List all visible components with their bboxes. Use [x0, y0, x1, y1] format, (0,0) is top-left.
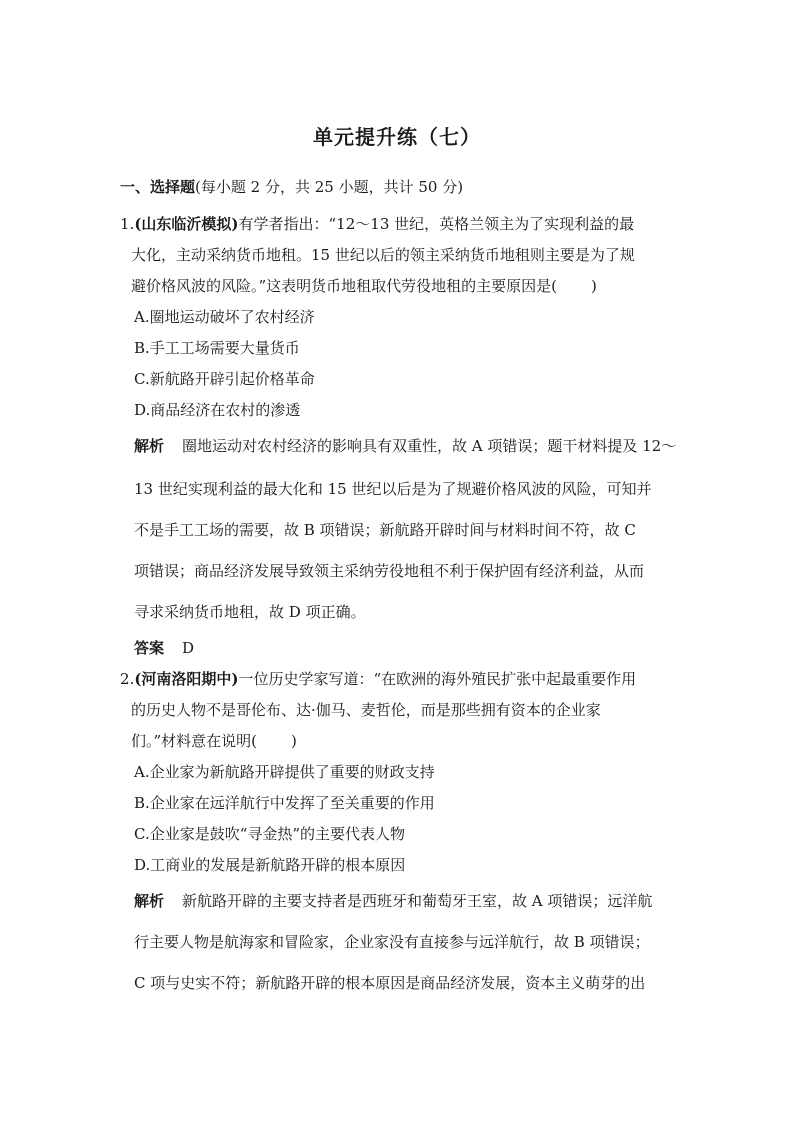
question-2-analysis-line-2: 行主要人物是航海家和冒险家，企业家没有直接参与远洋航行，故 B 项错误； [134, 933, 650, 951]
analysis-label: 解析 [134, 437, 165, 455]
section-heading [120, 177, 463, 197]
question-1-stem-line-3 [131, 276, 597, 296]
question-2-stem-line-1 [120, 669, 636, 689]
question-1-analysis-line-3: 不是手工工场的需要，故 B 项错误；新航路开辟时间与材料时间不符，故 C [134, 521, 636, 539]
question-2-stem-text: 一位历史学家写道：“在欧洲的海外殖民扩张中起最重要作用 [238, 670, 637, 688]
question-2-stem-line-3 [131, 731, 297, 751]
question-1-analysis-line-4: 项错误；商品经济发展导致领主采纳劳役地租不利于保护固有经济利益，从而 [134, 562, 645, 580]
question-1-analysis-line-2: 13 世纪实现利益的最大化和 15 世纪以后是为了规避价格风波的风险，可知并 [134, 480, 652, 498]
question-2-stem-text: 们。”材料意在说明( [131, 732, 258, 750]
question-1-analysis-line-5: 寻求采纳货币地租，故 D 项正确。 [134, 603, 366, 621]
question-1-stem-text: 避价格风波的风险。”这表明货币地租取代劳役地租的主要原因是( [131, 277, 558, 295]
question-1-answer [134, 638, 194, 658]
analysis-text: 新航路开辟的主要支持者是西班牙和葡萄牙王室，故 A 项错误；远洋航 [182, 892, 653, 910]
question-2-option-d: D.工商业的发展是新航路开辟的根本原因 [134, 856, 406, 874]
answer-label: 答案 [134, 639, 165, 657]
question-1-paren-close: ) [591, 277, 597, 295]
question-2-analysis-line-3: C 项与史实不符；新航路开辟的根本原因是商品经济发展，资本主义萌芽的出 [134, 974, 646, 992]
question-1-source: (山东临沂模拟) [134, 215, 239, 233]
question-1-stem-line-2: 大化，主动采纳货币地租。15 世纪以后的领主采纳货币地租则主要是为了规 [131, 246, 635, 264]
section-heading-label: 一、选择题 [120, 178, 196, 196]
question-1-option-c: C.新航路开辟引起价格革命 [134, 370, 315, 388]
question-1-option-d: D.商品经济在农村的渗透 [134, 401, 301, 419]
question-1-option-b: B.手工工场需要大量货币 [134, 339, 300, 357]
question-1-stem-line-1 [120, 214, 634, 234]
analysis-text: 圈地运动对农村经济的影响具有双重性，故 A 项错误；题干材料提及 12～ [182, 437, 677, 455]
question-2-paren-close: ) [291, 732, 297, 750]
question-2-stem-line-2: 的历史人物不是哥伦布、达·伽马、麦哲伦，而是那些拥有资本的企业家 [131, 701, 601, 719]
question-2-source: (河南洛阳期中) [134, 670, 239, 688]
analysis-label: 解析 [134, 892, 165, 910]
question-2-number: 2. [120, 670, 135, 688]
question-2-option-a: A.企业家为新航路开辟提供了重要的财政支持 [134, 763, 435, 781]
question-2-option-b: B.企业家在远洋航行中发挥了至关重要的作用 [134, 794, 435, 812]
question-1-stem-text: 有学者指出：“12～13 世纪，英格兰领主为了实现利益的最 [238, 215, 635, 233]
question-1-number: 1. [120, 215, 135, 233]
answer-value: D [182, 639, 195, 657]
question-2-analysis-line-1 [134, 891, 652, 911]
question-1-analysis-line-1 [134, 436, 676, 456]
section-heading-note: (每小题 2 分，共 25 小题，共计 50 分) [195, 178, 464, 196]
question-2-option-c: C.企业家是鼓吹“寻金热”的主要代表人物 [134, 825, 406, 843]
page-title: 单元提升练（七） [313, 125, 481, 149]
question-1-option-a: A.圈地运动破坏了农村经济 [134, 308, 315, 326]
